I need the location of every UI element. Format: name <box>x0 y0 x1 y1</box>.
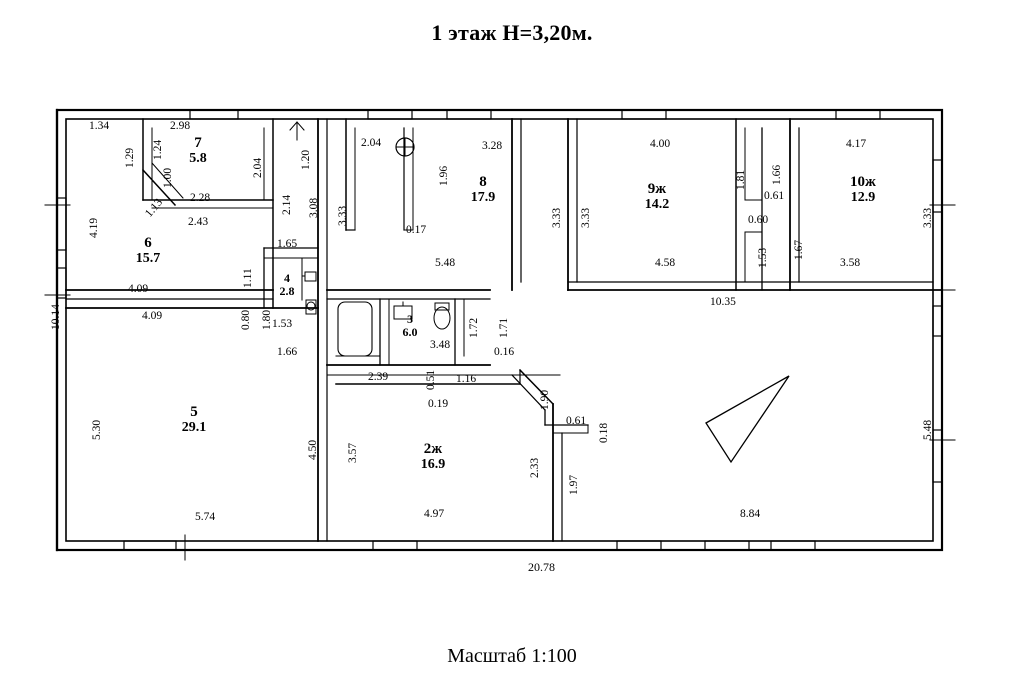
dim-v-548: 5.48 <box>922 419 934 440</box>
dim-v-1014: 10.14 <box>50 304 62 330</box>
room-label-6: 6 15.7 <box>135 235 161 266</box>
dim-v-308: 3.08 <box>308 197 320 218</box>
dim-v-180: 1.80 <box>261 309 273 330</box>
dim-v-120: 1.20 <box>300 149 312 170</box>
dim-h-228: 2.28 <box>190 192 211 204</box>
dim-v-197: 1.97 <box>568 474 580 495</box>
dim-h-016: 0.16 <box>494 346 515 358</box>
scale-label: Масштаб 1:100 <box>447 645 577 667</box>
dim-h-019: 0.19 <box>428 398 449 410</box>
dim-h-328: 3.28 <box>482 140 503 152</box>
dim-h-116: 1.16 <box>456 373 477 385</box>
dim-h-243: 2.43 <box>188 216 209 228</box>
dim-h-2078: 20.78 <box>528 560 555 574</box>
dim-v-113: 1.13 <box>143 196 166 220</box>
dim-h-239: 2.39 <box>368 371 389 383</box>
room-label-5: 5 29.1 <box>181 404 207 435</box>
room-label-8: 8 17.9 <box>470 174 496 205</box>
dim-v-080: 0.80 <box>240 309 252 330</box>
dim-h-1035: 10.35 <box>710 296 736 308</box>
dim-v-450: 4.50 <box>307 439 319 460</box>
dim-h-417: 4.17 <box>846 138 867 150</box>
room-label-7: 7 5.8 <box>189 135 207 166</box>
dim-v-333c: 3.33 <box>580 207 592 228</box>
dim-h-497: 4.97 <box>424 508 445 520</box>
dim-h-409a: 4.09 <box>128 283 149 295</box>
dim-v-530: 5.30 <box>91 419 103 440</box>
dim-h-017: 0.17 <box>406 224 427 236</box>
dim-v-196: 1.96 <box>438 165 450 186</box>
dim-v-214: 2.14 <box>281 194 293 215</box>
dim-h-153: 1.53 <box>272 318 293 330</box>
dim-h-061b: 0.61 <box>566 415 587 427</box>
dim-h-204b: 2.04 <box>361 137 382 149</box>
dim-v-204: 2.04 <box>252 157 264 178</box>
dim-v-333d: 3.33 <box>922 207 934 228</box>
dim-v-333a: 3.33 <box>337 205 349 226</box>
dim-h-358: 3.58 <box>840 257 861 269</box>
room-label-2: 2ж 16.9 <box>420 441 446 472</box>
room-label-9: 9ж 14.2 <box>644 181 670 212</box>
dim-h-548: 5.48 <box>435 257 456 269</box>
dim-v-419: 4.19 <box>88 217 100 238</box>
dim-h-2: 2.98 <box>170 120 191 132</box>
dim-h-458: 4.58 <box>655 257 676 269</box>
dim-h-060: 0.60 <box>748 214 769 226</box>
room-label-3: 3 6.0 <box>402 312 418 339</box>
dim-v-051: 0.51 <box>425 369 437 390</box>
room-label-4: 4 2.8 <box>279 271 295 298</box>
dim-v-233: 2.33 <box>529 457 541 478</box>
page-title: 1 этаж H=3,20м. <box>431 20 593 45</box>
dim-v-129: 1.29 <box>124 147 136 168</box>
room-label-10: 10ж 12.9 <box>850 174 876 205</box>
dim-h-884: 8.84 <box>740 508 761 520</box>
dim-v-172: 1.72 <box>468 317 480 338</box>
dim-h-574: 5.74 <box>195 511 216 523</box>
dim-h-409b: 4.09 <box>142 310 163 322</box>
dim-v-166: 1.66 <box>771 164 783 185</box>
dim-v-357: 3.57 <box>347 442 359 463</box>
dim-v-1-24: 1.24 <box>152 139 164 160</box>
dim-v-171: 1.71 <box>498 317 510 338</box>
dim-v-111: 1.11 <box>242 268 254 288</box>
dim-v-167: 1.67 <box>793 239 805 260</box>
dim-v-018: 0.18 <box>598 422 610 443</box>
dim-h-061: 0.61 <box>764 190 785 202</box>
dim-h-1: 1.34 <box>89 120 110 132</box>
dim-v-100: 1.00 <box>162 167 174 188</box>
dim-h-348: 3.48 <box>430 339 451 351</box>
dim-v-190: 1.90 <box>539 389 551 410</box>
dim-v-153: 1.53 <box>757 247 769 268</box>
dim-h-165: 1.65 <box>277 238 298 250</box>
dim-h-400: 4.00 <box>650 138 671 150</box>
dim-h-166: 1.66 <box>277 346 298 358</box>
dim-v-181: 1.81 <box>735 169 747 190</box>
dim-v-333b: 3.33 <box>551 207 563 228</box>
